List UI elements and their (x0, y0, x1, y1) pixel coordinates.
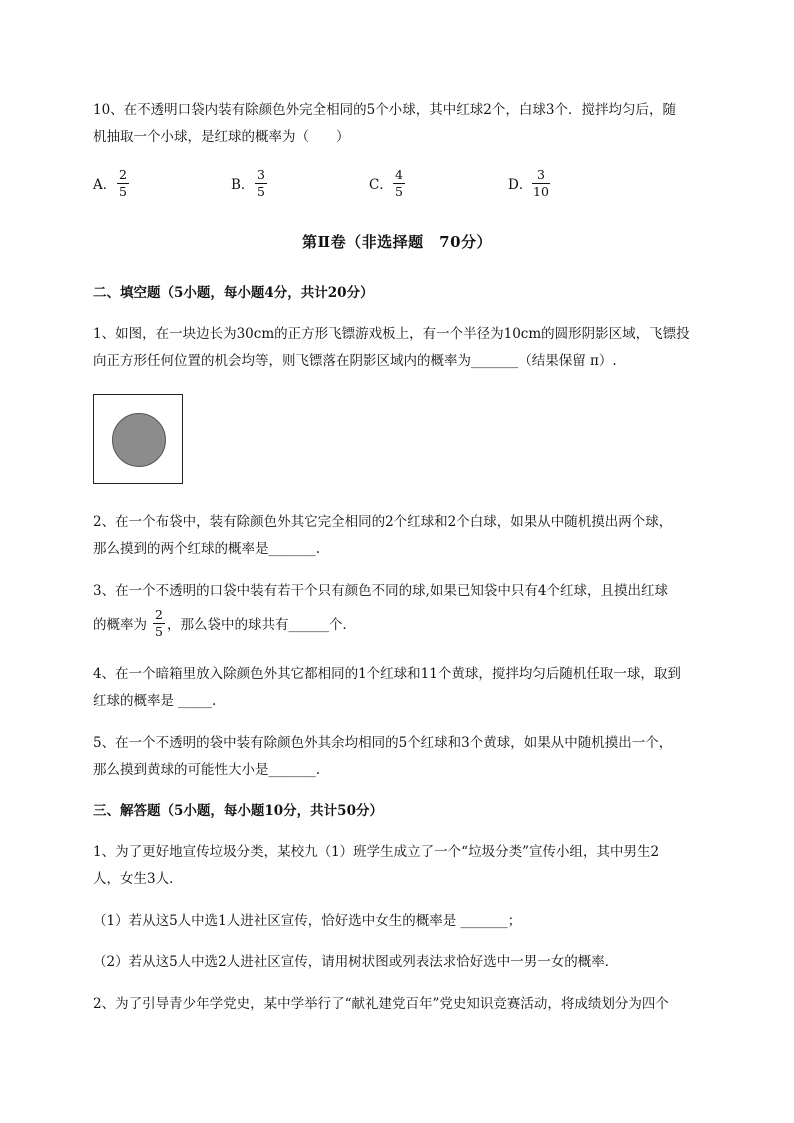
s2-q2-line-2: 那么摸到的两个红球的概率是_______. (93, 541, 321, 557)
s2-q3-line-2-end: ，那么袋中的球共有______个． (167, 617, 356, 633)
option-fraction (255, 168, 267, 199)
dartboard-figure (93, 394, 183, 484)
denominator: 5 (119, 184, 127, 199)
s2-q2-line-1: 2、在一个布袋中，装有除颜色外其它完全相同的2个红球和2个白球，如果从中随机摸出两个球， (93, 514, 673, 530)
section-2-heading: 二、填空题（5小题，每小题4分，共计20分） (93, 285, 374, 301)
numerator: 2 (119, 167, 127, 182)
numerator: 3 (537, 167, 545, 182)
option-fraction (117, 168, 129, 199)
q3-fraction (153, 608, 165, 639)
option-fraction (532, 168, 550, 199)
denominator: 5 (155, 624, 163, 639)
section-3-heading: 三、解答题（5小题，每小题10分，共计50分） (93, 803, 383, 819)
option-label: A． (93, 177, 117, 193)
option-label: D． (508, 177, 533, 193)
numerator: 4 (395, 167, 403, 182)
option-label: C． (369, 177, 393, 193)
s2-q4-line-2: 红球的概率是 _____. (93, 693, 217, 709)
numerator: 3 (257, 167, 265, 182)
s2-q1-line-2: 向正方形任何位置的机会均等，则飞镖落在阴影区域内的概率为_______（结果保留 π）. (93, 353, 617, 369)
s3-q1-sub-2: （2）若从这5人中选2人进社区宣传，请用树状图或列表法求恰好选中一男一女的概率． (93, 954, 619, 970)
s3-q1-line-2: 人，女生3人． (93, 871, 183, 887)
s3-q1-sub-1: （1）若从这5人中选1人进社区宣传，恰好选中女生的概率是 _______； (93, 913, 522, 929)
denominator: 10 (533, 184, 549, 199)
option-label: B． (231, 177, 255, 193)
s3-q1-line-1: 1、为了更好地宣传垃圾分类，某校九（1）班学生成立了一个“垃圾分类”宣传小组，其中男生2 (93, 844, 660, 860)
q10-line-2: 机抽取一个小球，是红球的概率为（ ） (93, 129, 350, 145)
s2-q3-line-1: 3、在一个不透明的口袋中装有若干个只有颜色不同的球,如果已知袋中只有4个红球，且摸出红球 (93, 583, 668, 599)
s2-q5-line-2: 那么摸到黄球的可能性大小是_______. (93, 762, 321, 778)
q10-line-1: 10、在不透明口袋内装有除颜色外完全相同的5个小球，其中红球2个，白球3个．搅拌均匀后，随 (93, 102, 676, 118)
numerator: 2 (155, 607, 163, 622)
s2-q3-line-2-start: 的概率为 (93, 617, 147, 633)
s2-q4-line-1: 4、在一个暗箱里放入除颜色外其它都相同的1个红球和11个黄球，搅拌均匀后随机任取一球，取到 (93, 666, 681, 682)
s2-q1-line-1: 1、如图，在一块边长为30cm的正方形飞镖游戏板上，有一个半径为10cm的圆形阴影区域，飞镖投 (93, 326, 690, 342)
denominator: 5 (257, 184, 265, 199)
s3-q2-line-1: 2、为了引导青少年学党史，某中学举行了“献礼建党百年”党史知识竞赛活动，将成绩划分为四个 (93, 996, 669, 1012)
part-2-title: 第Ⅱ卷（非选择题 70分） (301, 233, 493, 251)
option-fraction (393, 168, 405, 199)
shaded-circle (112, 413, 166, 467)
s2-q5-line-1: 5、在一个不透明的袋中装有除颜色外其余均相同的5个红球和3个黄球，如果从中随机摸出一个， (93, 735, 673, 751)
denominator: 5 (395, 184, 403, 199)
